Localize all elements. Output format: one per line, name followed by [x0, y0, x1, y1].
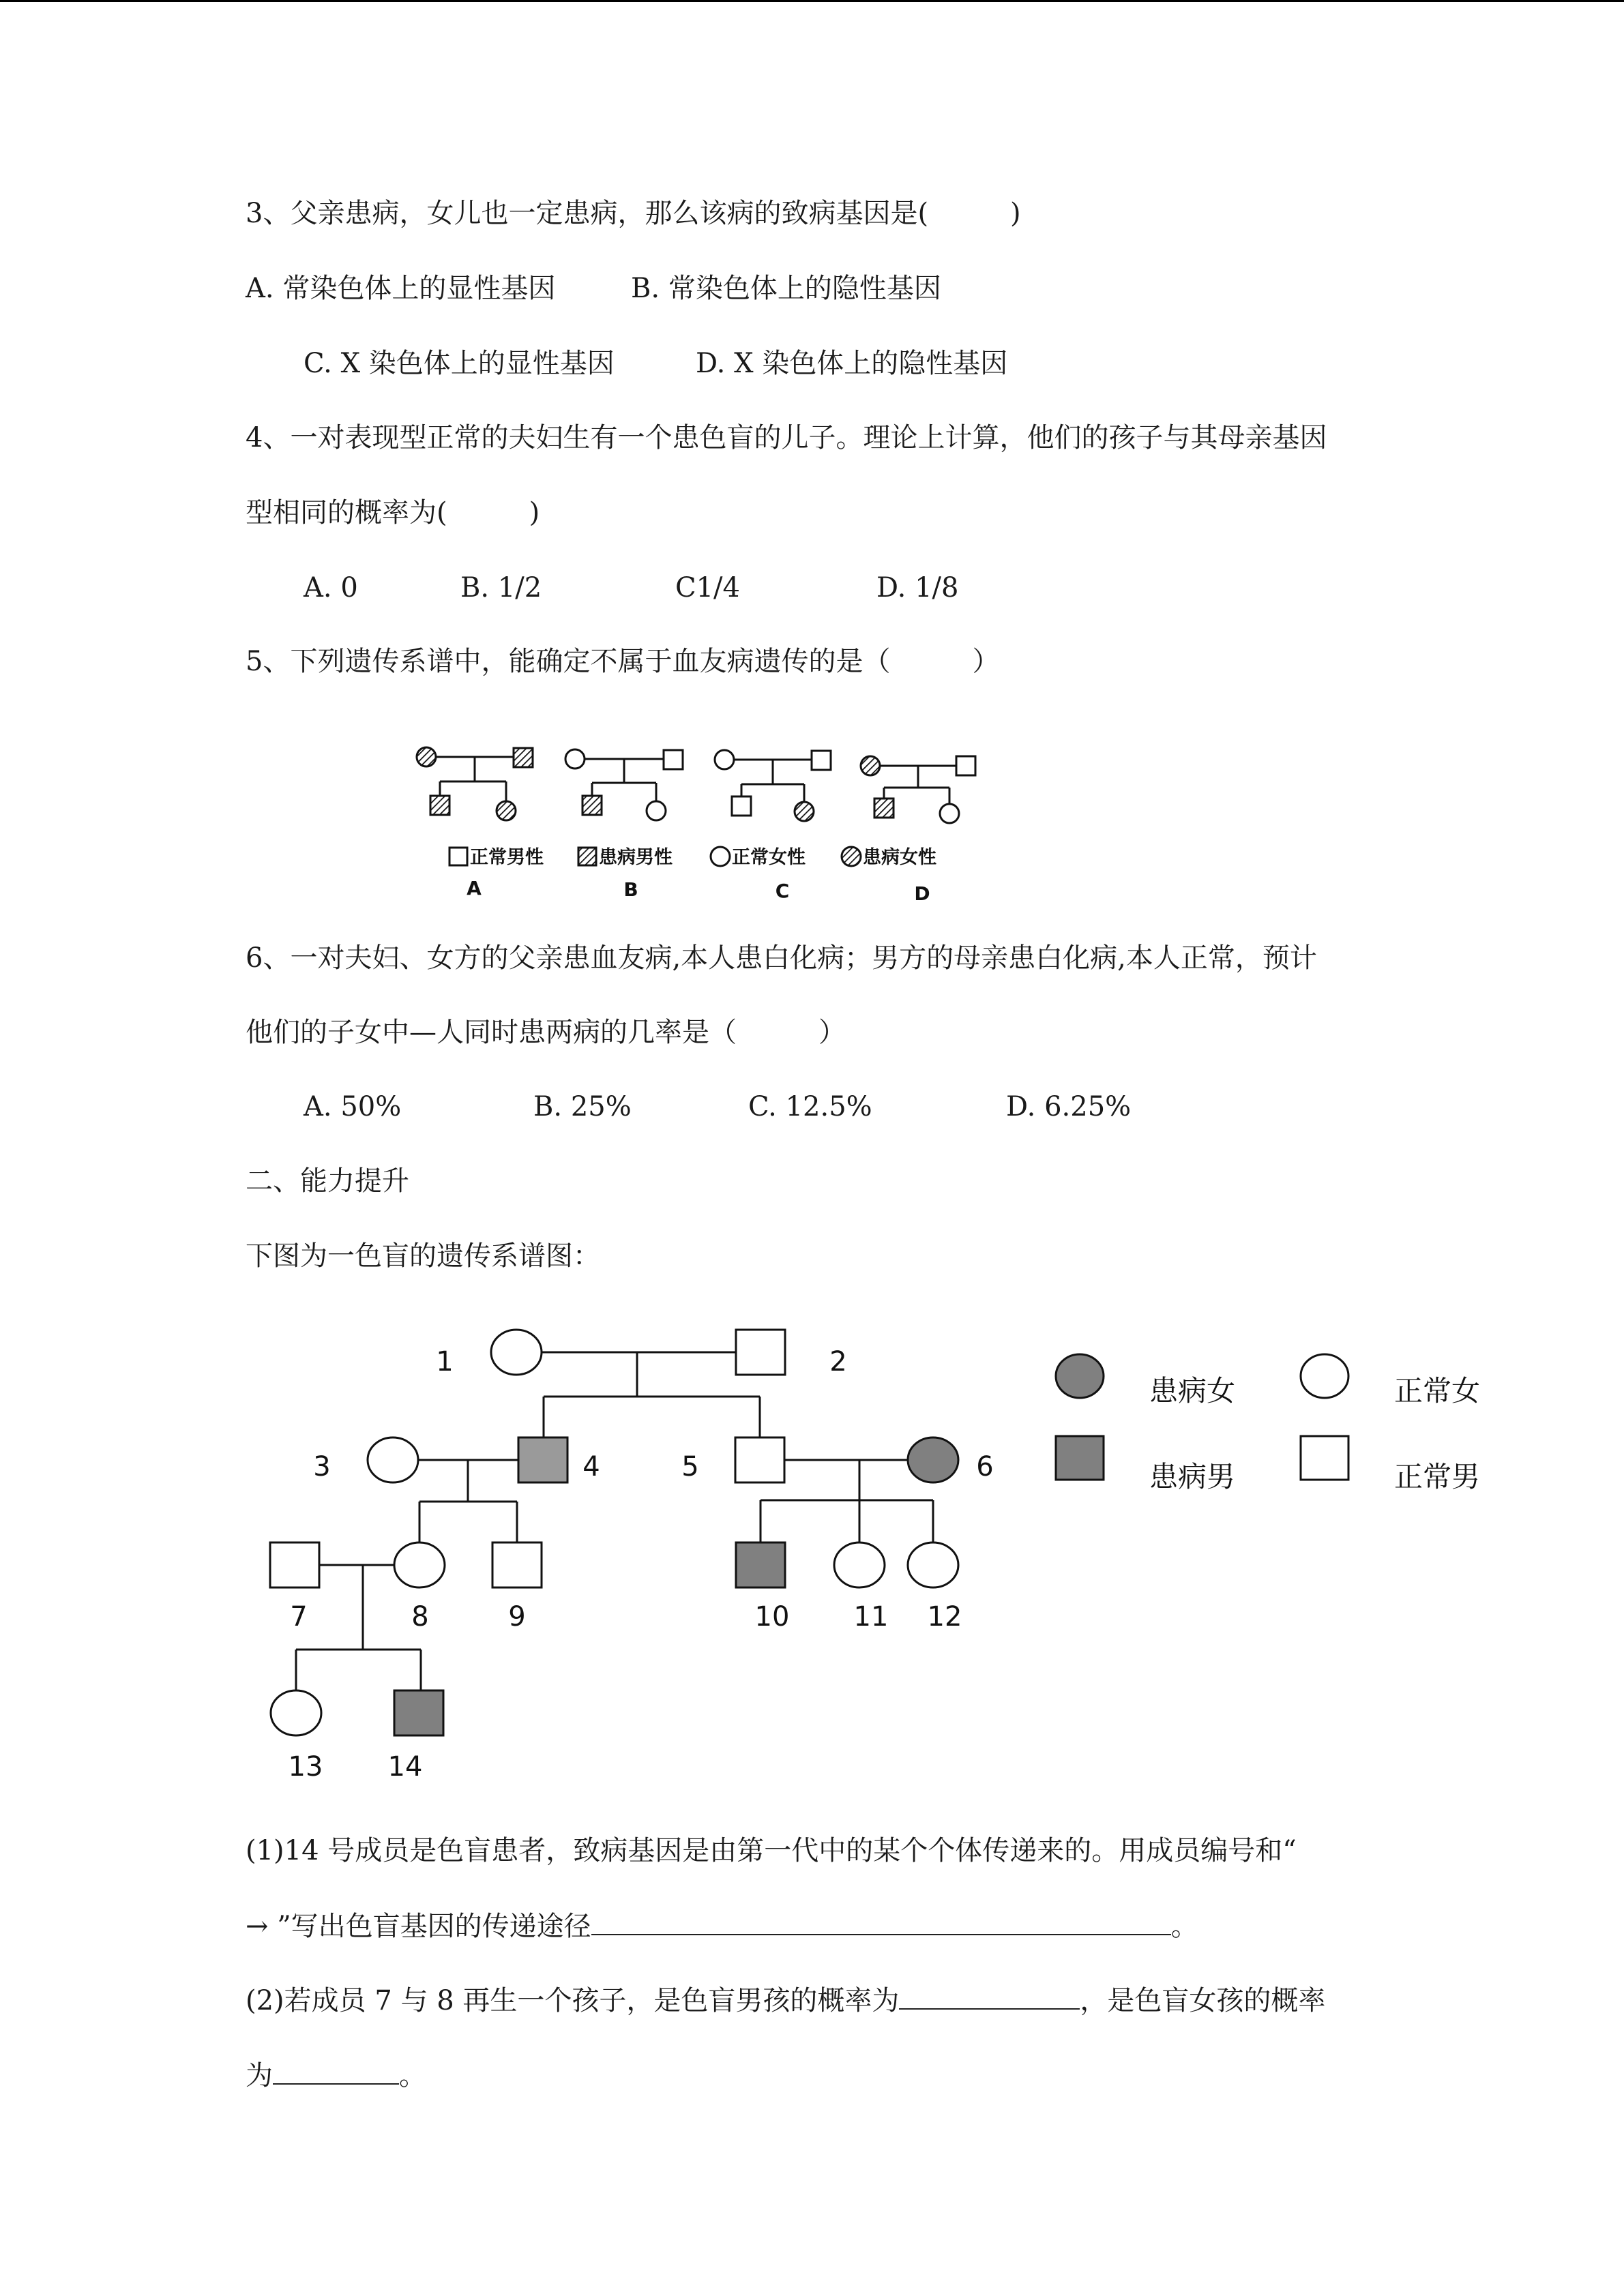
colorblind-girl-probability-blank[interactable]: [273, 2057, 399, 2085]
member-number-6: 6: [976, 1451, 994, 1482]
q5-stem: 5、下列遗传系谱中，能确定不属于血友病遗传的是（ ）: [246, 646, 1000, 677]
legend-normal-male-label: 正常男: [1394, 1460, 1481, 1493]
qa2-line2-prefix: 为: [246, 2060, 273, 2091]
q4-option-d: D. 1/8: [876, 572, 959, 603]
q6-option-a: A. 50%: [304, 1091, 402, 1122]
q6-option-b: B. 25%: [533, 1091, 632, 1122]
member-3-normal-female: [368, 1437, 418, 1482]
section-heading: 二、能力提升: [246, 1165, 409, 1197]
legend-normal-male-icon: [1301, 1436, 1348, 1480]
q3-stem: 3、父亲患病，女儿也一定患病，那么该病的致病基因是( ): [246, 198, 1021, 229]
legend-affected-female-icon: [1056, 1354, 1104, 1398]
q5-legend-affected-male: 患病男性: [599, 847, 673, 868]
member-number-3: 3: [313, 1451, 331, 1482]
member-number-11: 11: [853, 1601, 889, 1632]
member-number-10: 10: [754, 1601, 790, 1632]
member-1-normal-female: [491, 1330, 542, 1375]
member-10-affected-male: [736, 1542, 785, 1587]
legend-affected-female-label: 患病女: [1149, 1374, 1236, 1407]
member-number-7: 7: [290, 1601, 308, 1632]
q5-legend-normal-male: 正常男性: [470, 847, 544, 868]
member-number-8: 8: [411, 1601, 429, 1632]
q5-panel-label-a: A: [467, 877, 482, 899]
q6-stem-line1: 6、一对夫妇、女方的父亲患血友病,本人患白化病；男方的母亲患白化病,本人正常，预计: [246, 942, 1317, 974]
member-8-normal-female: [394, 1542, 445, 1587]
member-5-normal-male: [735, 1437, 784, 1482]
member-number-13: 13: [288, 1751, 323, 1783]
member-number-5: 5: [681, 1451, 699, 1482]
q4-stem-line2: 型相同的概率为( ): [246, 497, 540, 528]
qa1-line2-suffix: 。: [1170, 1911, 1198, 1942]
member-9-normal-male: [492, 1542, 542, 1587]
qa1-line2: [246, 1908, 1198, 1944]
legend-normal-female-icon: [1301, 1354, 1348, 1398]
qa2-line2: [246, 2057, 426, 2093]
q4-stem-line1: 4、一对表现型正常的夫妇生有一个患色盲的儿子。理论上计算，他们的孩子与其母亲基因: [246, 422, 1327, 453]
qa2-line2-suffix: 。: [399, 2060, 426, 2091]
q3-option-a: A. 常染色体上的显性基因: [246, 273, 556, 304]
member-12-normal-female: [908, 1542, 958, 1587]
q5-panel-label-b: B: [623, 878, 638, 901]
member-number-4: 4: [582, 1451, 600, 1482]
q5-panel-label-d: D: [914, 882, 930, 905]
legend-normal-female-label: 正常女: [1394, 1374, 1481, 1407]
qa2-line1-prefix: (2)若成员 7 与 8 再生一个孩子，是色盲男孩的概率为: [246, 1985, 900, 2016]
member-number-2: 2: [829, 1346, 847, 1377]
qa1-line2-prefix: → ”写出色盲基因的传递途径: [246, 1911, 591, 1942]
qa2-line1-suffix: ，是色盲女孩的概率: [1080, 1985, 1326, 2016]
member-7-normal-male: [270, 1542, 319, 1587]
q5-legend-affected-female: 患病女性: [863, 847, 936, 868]
q4-option-c: C1/4: [675, 572, 740, 603]
q4-option-b: B. 1/2: [460, 572, 542, 603]
q3-option-b: B. 常染色体上的隐性基因: [631, 273, 941, 304]
q6-option-d: D. 6.25%: [1006, 1091, 1132, 1122]
member-number-1: 1: [436, 1346, 454, 1377]
member-4-affected-male: [518, 1437, 567, 1482]
q6-option-c: C. 12.5%: [748, 1091, 872, 1122]
section-intro: 下图为一色盲的遗传系谱图：: [246, 1240, 600, 1272]
member-number-12: 12: [927, 1601, 962, 1632]
member-13-normal-female: [271, 1690, 321, 1735]
q5-legend-normal-female: 正常女性: [732, 847, 806, 868]
q4-option-a: A. 0: [304, 572, 358, 603]
member-2-normal-male: [736, 1330, 785, 1375]
q3-option-c: C. X 染色体上的显性基因: [304, 348, 615, 379]
member-number-9: 9: [508, 1601, 526, 1632]
member-number-14: 14: [387, 1751, 423, 1783]
transmission-path-blank[interactable]: [591, 1908, 1171, 1935]
q6-stem-line2: 他们的子女中—人同时患两病的几率是（ ）: [246, 1017, 846, 1048]
member-11-normal-female: [834, 1542, 885, 1587]
legend-affected-male-label: 患病男: [1149, 1460, 1236, 1493]
q5-panel-label-c: C: [775, 880, 790, 902]
colorblind-boy-probability-blank[interactable]: [899, 1982, 1080, 2010]
member-6-affected-female: [908, 1437, 958, 1482]
qa2-line1: [246, 1982, 1325, 2018]
qa1-line1: (1)14 号成员是色盲患者，致病基因是由第一代中的某个个体传递来的。用成员编号和“: [246, 1835, 1297, 1866]
member-14-affected-male: [394, 1690, 443, 1735]
legend-affected-male-icon: [1056, 1436, 1104, 1480]
q3-option-d: D. X 染色体上的隐性基因: [696, 348, 1008, 379]
